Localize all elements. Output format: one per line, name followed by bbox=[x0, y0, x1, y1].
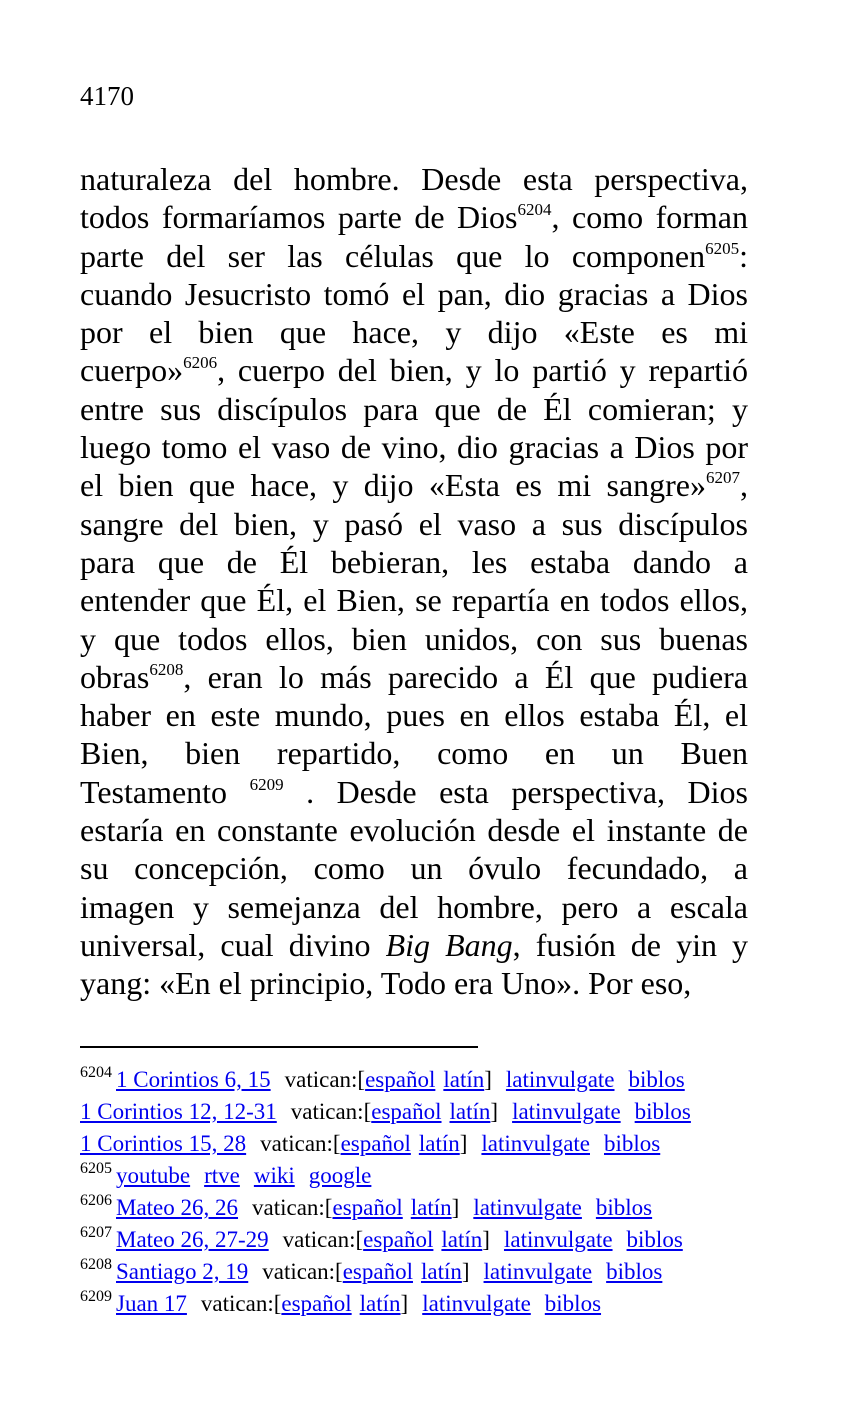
vatican-label: vatican:[ bbox=[200, 1291, 282, 1316]
text-run: imagen y semejanza del hombre, pero a escala bbox=[80, 888, 748, 925]
text-run: cuerpo» bbox=[80, 352, 184, 389]
scripture-reference-link[interactable]: 1 Corintios 12, 12-31 bbox=[80, 1099, 277, 1124]
body-line bbox=[80, 275, 748, 313]
vatican-label: vatican:[ bbox=[262, 1259, 343, 1284]
body-line bbox=[80, 581, 748, 619]
vatican-label: vatican:[ bbox=[284, 1067, 366, 1092]
biblos-link[interactable]: biblos bbox=[606, 1259, 663, 1284]
scripture-reference-link[interactable]: 1 Corintios 6, 15 bbox=[116, 1067, 271, 1092]
biblos-link[interactable]: biblos bbox=[628, 1067, 685, 1092]
text-run: por el bien que hace, y dijo «Este es mi bbox=[80, 314, 748, 351]
body-line bbox=[80, 428, 748, 466]
footnote-row bbox=[80, 1160, 760, 1192]
body-line bbox=[80, 543, 748, 581]
body-line bbox=[80, 160, 748, 198]
footnote-marker: 6206 bbox=[183, 353, 218, 373]
text-run: , cuerpo del bien, y lo partió y repartió bbox=[217, 352, 748, 389]
page-number: 4170 bbox=[80, 81, 134, 111]
text-run: parte del ser las células que lo componen bbox=[80, 237, 706, 274]
bracket-close: ] bbox=[484, 1067, 492, 1092]
vatican-latin-link[interactable]: latín bbox=[420, 1259, 462, 1284]
footnote-number: 6209 bbox=[80, 1288, 112, 1305]
bracket-close: ] bbox=[490, 1099, 499, 1124]
footnote-number: 6204 bbox=[80, 1064, 112, 1081]
footnote-number: 6208 bbox=[80, 1256, 112, 1273]
biblos-link[interactable]: biblos bbox=[544, 1291, 602, 1316]
body-line bbox=[80, 390, 748, 428]
body-line bbox=[80, 237, 748, 275]
footnote-row bbox=[80, 1256, 760, 1288]
text-run: . Desde esta perspectiva, Dios bbox=[283, 773, 749, 810]
body-line bbox=[80, 313, 748, 351]
body-line bbox=[80, 964, 748, 1002]
scripture-reference-link[interactable]: 1 Corintios 15, 28 bbox=[80, 1131, 247, 1156]
text-run: yang: «En el principio, Todo era Uno». Por eso, bbox=[80, 965, 692, 1002]
footnote-divider bbox=[80, 1046, 478, 1048]
footnote-number: 6206 bbox=[80, 1192, 112, 1209]
latinvulgate-link[interactable]: latinvulgate bbox=[512, 1099, 621, 1124]
text-run: , eran lo más parecido a Él que pudiera bbox=[183, 658, 748, 695]
text-run: haber en este mundo, pues en ellos estaba Él, el bbox=[80, 697, 748, 734]
latinvulgate-link[interactable]: latinvulgate bbox=[473, 1195, 582, 1220]
footnote-marker: 6205 bbox=[705, 238, 740, 258]
body-line bbox=[80, 849, 748, 887]
text-run: , fusión de yin y bbox=[512, 926, 749, 963]
body-line bbox=[80, 696, 748, 734]
footnote-number: 6207 bbox=[80, 1224, 112, 1241]
body-line bbox=[80, 198, 748, 236]
latinvulgate-link[interactable]: latinvulgate bbox=[483, 1259, 593, 1284]
footnote-marker: 6209 bbox=[249, 774, 284, 794]
body-line bbox=[80, 773, 748, 811]
latinvulgate-link[interactable]: latinvulgate bbox=[505, 1067, 615, 1092]
latinvulgate-link[interactable]: latinvulgate bbox=[422, 1291, 531, 1316]
text-run: entre sus discípulos para que de Él comieran; y bbox=[80, 390, 748, 427]
text-run: Testamento bbox=[80, 773, 250, 810]
text-run: cuando Jesucristo tomó el pan, dio gracias a Dios bbox=[80, 275, 748, 312]
biblos-link[interactable]: biblos bbox=[595, 1195, 653, 1220]
vatican-spanish-link[interactable]: español bbox=[371, 1099, 442, 1124]
text-run: obras bbox=[80, 658, 150, 695]
body-text bbox=[80, 160, 748, 1003]
bracket-close: ] bbox=[482, 1227, 490, 1252]
vatican-latin-link[interactable]: latín bbox=[443, 1067, 485, 1092]
vatican-latin-link[interactable]: latín bbox=[359, 1291, 401, 1316]
vatican-latin-link[interactable]: latín bbox=[441, 1227, 483, 1252]
footnote-marker: 6208 bbox=[149, 659, 184, 679]
text-run: universal, cual divino bbox=[80, 926, 386, 963]
text-run: para que de Él bebieran, les estaba dando a bbox=[80, 543, 748, 580]
link-rtve[interactable]: rtve bbox=[204, 1163, 240, 1188]
body-line bbox=[80, 620, 748, 658]
scripture-reference-link[interactable]: Santiago 2, 19 bbox=[116, 1259, 249, 1284]
text-run: entender que Él, el Bien, se repartía en todos ellos, bbox=[80, 582, 748, 619]
text-run: todos formaríamos parte de Dios bbox=[80, 199, 518, 236]
body-line bbox=[80, 734, 748, 772]
footnote-row bbox=[80, 1096, 760, 1128]
vatican-label: vatican:[ bbox=[290, 1099, 372, 1124]
body-line bbox=[80, 926, 748, 964]
footnote-row bbox=[80, 1064, 760, 1096]
vatican-label: vatican:[ bbox=[260, 1131, 341, 1156]
scripture-reference-link[interactable]: Mateo 26, 26 bbox=[116, 1195, 239, 1220]
body-line bbox=[80, 658, 748, 696]
biblos-link[interactable]: biblos bbox=[626, 1227, 683, 1252]
bracket-close: ] bbox=[461, 1259, 470, 1284]
vatican-spanish-link[interactable]: español bbox=[342, 1259, 413, 1284]
body-line bbox=[80, 505, 748, 543]
vatican-label: vatican:[ bbox=[282, 1227, 364, 1252]
vatican-spanish-link[interactable]: español bbox=[363, 1227, 434, 1252]
body-line bbox=[80, 466, 748, 504]
bracket-close: ] bbox=[400, 1291, 409, 1316]
text-run: , como forman bbox=[551, 199, 748, 236]
footnote-marker: 6204 bbox=[517, 200, 552, 220]
vatican-latin-link[interactable]: latín bbox=[418, 1131, 460, 1156]
latinvulgate-link[interactable]: latinvulgate bbox=[481, 1131, 590, 1156]
link-youtube[interactable]: youtube bbox=[116, 1163, 191, 1188]
scripture-reference-link[interactable]: Juan 17 bbox=[116, 1291, 187, 1316]
latinvulgate-link[interactable]: latinvulgate bbox=[503, 1227, 613, 1252]
vatican-spanish-link[interactable]: español bbox=[365, 1067, 436, 1092]
footnote-row bbox=[80, 1128, 760, 1160]
text-run: luego tomo el vaso de vino, dio gracias a Dios por bbox=[80, 429, 748, 466]
vatican-label: vatican:[ bbox=[252, 1195, 333, 1220]
footnote-row bbox=[80, 1288, 760, 1320]
link-wiki[interactable]: wiki bbox=[253, 1163, 295, 1188]
body-line bbox=[80, 888, 748, 926]
biblos-link[interactable]: biblos bbox=[604, 1131, 661, 1156]
vatican-spanish-link[interactable]: español bbox=[281, 1291, 352, 1316]
vatican-spanish-link[interactable]: español bbox=[332, 1195, 403, 1220]
text-run: estaría en constante evolución desde el instante de bbox=[80, 812, 748, 849]
footnotes bbox=[80, 1064, 760, 1320]
footnote-row bbox=[80, 1192, 760, 1224]
body-line bbox=[80, 351, 748, 389]
vatican-latin-link[interactable]: latín bbox=[449, 1099, 491, 1124]
link-google[interactable]: google bbox=[308, 1163, 372, 1188]
scripture-reference-link[interactable]: Mateo 26, 27-29 bbox=[116, 1227, 269, 1252]
text-run: , bbox=[740, 467, 748, 504]
bracket-close: ] bbox=[459, 1131, 468, 1156]
text-run: su concepción, como un óvulo fecundado, a bbox=[80, 850, 748, 887]
footnote-number: 6205 bbox=[80, 1160, 112, 1177]
bracket-close: ] bbox=[451, 1195, 460, 1220]
italic-text: Big Bang bbox=[385, 926, 513, 963]
text-run: Bien, bien repartido, como en un Buen bbox=[80, 735, 748, 772]
vatican-latin-link[interactable]: latín bbox=[410, 1195, 452, 1220]
text-run: naturaleza del hombre. Desde esta perspectiva, bbox=[80, 161, 748, 197]
text-run: : bbox=[739, 237, 748, 274]
text-run: el bien que hace, y dijo «Esta es mi sangre» bbox=[80, 467, 706, 504]
text-run: sangre del bien, y pasó el vaso a sus discípulos bbox=[80, 505, 748, 542]
footnote-marker: 6207 bbox=[706, 468, 740, 488]
text-run: y que todos ellos, bien unidos, con sus buenas bbox=[80, 620, 748, 657]
footnote-row bbox=[80, 1224, 760, 1256]
body-line bbox=[80, 811, 748, 849]
vatican-spanish-link[interactable]: español bbox=[340, 1131, 411, 1156]
biblos-link[interactable]: biblos bbox=[634, 1099, 691, 1124]
